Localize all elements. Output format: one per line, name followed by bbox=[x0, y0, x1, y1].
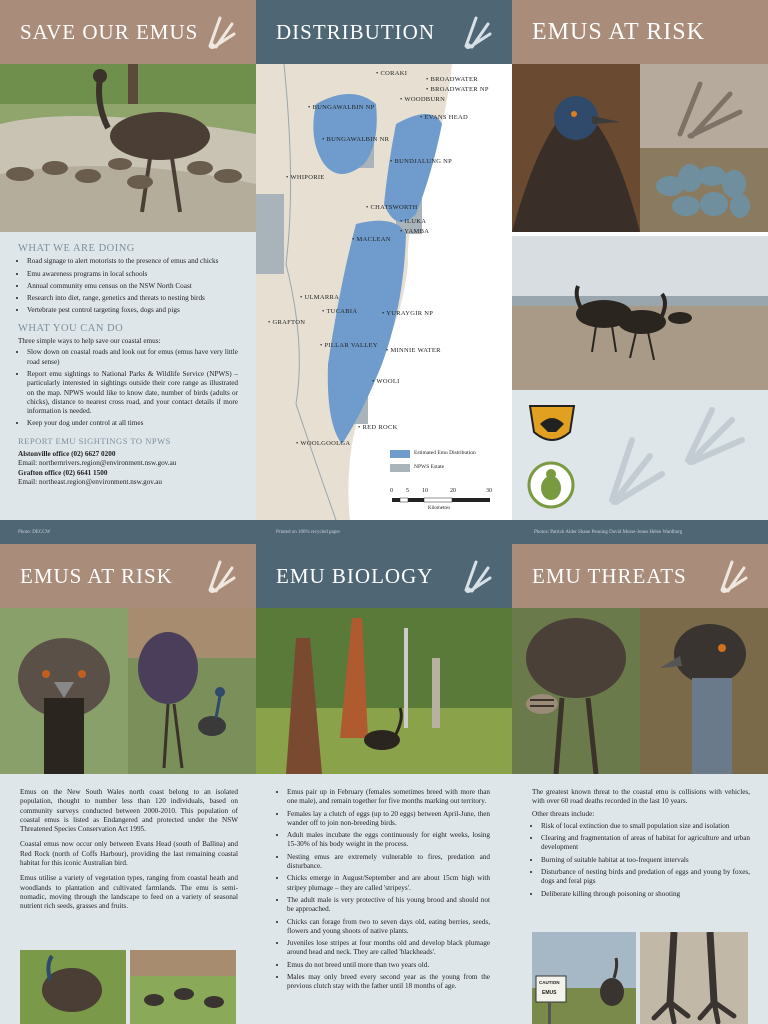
map-place-label: • YAMBA bbox=[400, 228, 429, 235]
list-item: • Keep your dog under control at all times bbox=[27, 419, 238, 428]
scale-tick: 0 bbox=[390, 488, 393, 494]
scale-tick: 20 bbox=[450, 488, 456, 494]
map-place-label: • BUNGAWALBIN NP bbox=[308, 104, 375, 111]
paragraph: Emus on the New South Wales north coast belong to an isolated population, thought to number less than 120 individuals, based on community surveys conducted between 2000-2010. This population of coastal emus is listed as Endangered and protected under the NSW Threatened Species Conservation Act 1995. bbox=[20, 788, 238, 834]
photo-emu-with-chick bbox=[128, 608, 256, 774]
credit-right: Photos: Patrick Alder Shane Penning David Morse-Jones Helen Wardburg bbox=[534, 529, 683, 535]
scale-unit: Kilometres bbox=[428, 506, 451, 511]
list-item: • Nesting emus are extremely vulnerable to fires, predation and disturbance. bbox=[287, 853, 490, 872]
contact-line: Email: northernrivers.region@environment.nsw.gov.au bbox=[18, 459, 177, 468]
credit-left: Photo: DECCW bbox=[18, 529, 51, 535]
panel-header-risk-top bbox=[512, 0, 768, 64]
list-item: • Juveniles lose stripes at four months old and develop black plumage around head and neck. They are called 'blackheads'. bbox=[287, 939, 490, 958]
map-place-label: • WOOLGOOLGA bbox=[296, 440, 350, 447]
map-place-label: • BROADWATER NP bbox=[426, 86, 489, 93]
list-item: • Chicks can forage from two to seven days old, eating berries, seeds, flowers and young shoots of native plants. bbox=[287, 918, 490, 937]
panel-title: EMU THREATS bbox=[532, 563, 687, 588]
list-item: • Research into diet, range, genetics and threats to nesting birds bbox=[27, 294, 238, 303]
list-item: • Chicks emerge in August/September and are about 15cm high with stripey plumage – they are called 'stripeys'. bbox=[287, 874, 490, 893]
paragraph: Emus utilise a variety of vegetation types, ranging from coastal heath and woodlands to plantation and cultivated farmlands. The emu is semi-nomadic, moving through the landscape to feed on a variety of seasonal nutrient rich seeds, grasses and fruits. bbox=[20, 874, 238, 911]
map-place-label: • ILUKA bbox=[400, 218, 426, 225]
contact-line: Email: northeast.region@environment.nsw.gov.au bbox=[18, 477, 163, 486]
map-place-label: • BUNGAWALBIN NR bbox=[322, 136, 389, 143]
panel-title: EMUS AT RISK bbox=[532, 18, 705, 45]
sign-emus: EMUS bbox=[542, 990, 557, 996]
can-do-heading: WHAT YOU CAN DO bbox=[18, 322, 124, 334]
scale-bar bbox=[392, 498, 490, 502]
doing-heading: WHAT WE ARE DOING bbox=[18, 243, 135, 254]
emu-footprint-icon bbox=[204, 14, 240, 50]
map-place-label: • GRAFTON bbox=[268, 319, 305, 326]
photo-emus-on-beach bbox=[512, 236, 768, 390]
panel-title: EMUS AT RISK bbox=[20, 563, 173, 588]
emu-footprint-icon bbox=[204, 558, 240, 594]
emu-footprint-icon bbox=[716, 558, 752, 594]
map-place-label: • RED ROCK bbox=[358, 424, 398, 431]
credit-center: Printed on 100% recycled paper bbox=[276, 529, 341, 535]
panel-header-save bbox=[0, 0, 256, 64]
panel-header-distribution bbox=[256, 0, 512, 64]
photo-emu-close-up bbox=[640, 608, 768, 774]
biology-section-text bbox=[256, 774, 512, 1024]
map-place-label: • WOOLI bbox=[372, 378, 400, 385]
list-item: • Emus do not breed until more than two years old. bbox=[287, 961, 490, 970]
list-item: • Disturbance of nesting birds and predation of eggs and young by foxes, dogs and feral pigs bbox=[541, 868, 750, 887]
threats-other-label: Other threats include: bbox=[532, 809, 595, 818]
panel-header-biology bbox=[256, 544, 512, 608]
contact-line: Grafton office (02) 6641 1500 bbox=[18, 468, 108, 477]
list-item: • Road signage to alert motorists to the presence of emus and chicks bbox=[27, 257, 238, 266]
photo-emu-head bbox=[512, 64, 640, 232]
threats-intro: The greatest known threat to the coastal emu is collisions with vehicles, with over 60 road deaths recorded in the last 10 years. bbox=[532, 788, 750, 806]
list-item: • Slow down on coastal roads and look out for emus (emus have very little road sense) bbox=[27, 348, 238, 367]
save-section-text bbox=[0, 232, 256, 520]
list-item: • Report emu sightings to National Parks & Wildlife Service (NPWS) – particularly interested in sightings outside their core range as illustrated on the map. NPWS would like to know date, number of birds (adults or chicks), distance to nearest cross road, and your contact details if more information is needed. bbox=[27, 370, 238, 416]
npws-logo-icon bbox=[526, 402, 578, 450]
panel-title: EMU BIOLOGY bbox=[276, 563, 434, 588]
local-group-logo-icon bbox=[526, 460, 576, 510]
photo-emu-chicks-grass bbox=[130, 950, 236, 1024]
photo-emu-eggs bbox=[640, 148, 768, 232]
photo-caution-sign bbox=[532, 932, 636, 1024]
list-item: • Females lay a clutch of eggs (up to 20 eggs) between April-June, then wander off to join non-breeding birds. bbox=[287, 810, 490, 829]
photo-emu-with-chicks bbox=[0, 64, 256, 232]
map-place-label: • CHATSWORTH bbox=[366, 204, 418, 211]
list-item: • Burning of suitable habitat at too-frequent intervals bbox=[541, 856, 750, 865]
can-do-intro: Three simple ways to help save our coastal emus: bbox=[18, 337, 161, 346]
list-item: • Vertebrate pest control targeting foxes, dogs and pigs bbox=[27, 306, 238, 315]
map-place-label: • BUNDJALUNG NP bbox=[390, 158, 452, 165]
photo-emu-family bbox=[20, 950, 126, 1024]
logos-panel bbox=[512, 390, 768, 520]
photo-emu-face bbox=[0, 608, 128, 774]
list-item: • Males may only breed every second year as the young from the previous clutch stay with the father until 18 months of age. bbox=[287, 973, 490, 992]
scale-tick: 10 bbox=[422, 488, 428, 494]
emu-footprint-icon bbox=[460, 558, 496, 594]
photo-emu-in-forest bbox=[256, 608, 512, 774]
map-place-label: • WOODBURN bbox=[400, 96, 445, 103]
scale-tick: 30 bbox=[486, 488, 492, 494]
map-place-label: • TUCABIA bbox=[322, 308, 357, 315]
panel-title: DISTRIBUTION bbox=[276, 19, 435, 44]
list-item: • Risk of local extinction due to small population size and isolation bbox=[541, 822, 750, 831]
map-place-label: • EVANS HEAD bbox=[420, 114, 468, 121]
distribution-map bbox=[256, 64, 512, 520]
list-item: • Emu awareness programs in local schools bbox=[27, 270, 238, 279]
list-item: • Adult males incubate the eggs continuously for eight weeks, losing 15-30% of his body weight in the process. bbox=[287, 831, 490, 850]
photo-emu-chick-stripey bbox=[512, 608, 640, 774]
list-item: • Clearing and fragmentation of areas of habitat for agriculture and urban development bbox=[541, 834, 750, 853]
doing-list bbox=[18, 257, 238, 315]
map-place-label: • CORAKI bbox=[376, 70, 407, 77]
contact-line: Alstonville office (02) 6627 0200 bbox=[18, 450, 116, 459]
photo-footprint bbox=[640, 64, 768, 148]
map-place-label: • BROADWATER bbox=[426, 76, 478, 83]
panel-header-risk bbox=[0, 544, 256, 608]
photo-emu-feet bbox=[640, 932, 748, 1024]
map-place-label: • WHIPORIE bbox=[286, 174, 325, 181]
biology-list bbox=[278, 788, 490, 992]
map-place-label: • YURAYGIR NP bbox=[382, 310, 433, 317]
map-place-label: • PILLAR VALLEY bbox=[320, 342, 378, 349]
legend-distribution: Estimated Emu Distribution bbox=[414, 450, 476, 456]
legend-estate: NPWS Estate bbox=[414, 464, 445, 470]
panel-title: SAVE OUR EMUS bbox=[20, 19, 199, 44]
map-place-label: • ULMARRA bbox=[300, 294, 339, 301]
list-item: • Emus pair up in February (females sometimes breed with more than one male), and remain together for five months marking out territory. bbox=[287, 788, 490, 807]
can-do-list bbox=[18, 348, 238, 428]
scale-tick: 5 bbox=[406, 488, 409, 494]
credits-bar bbox=[0, 520, 768, 544]
emu-footprints-icon bbox=[592, 400, 762, 510]
paragraph: Coastal emus now occur only between Evans Head (south of Ballina) and Red Rock (north of Coffs Harbour), providing the last remaining coastal habitat for this iconic Australian bird. bbox=[20, 840, 238, 868]
emu-footprint-icon bbox=[460, 14, 496, 50]
list-item: • The adult male is very protective of his young brood and should not be approached. bbox=[287, 896, 490, 915]
panel-header-threats bbox=[512, 544, 768, 608]
sign-caution: CAUTION bbox=[539, 980, 560, 985]
list-item: • Annual community emu census on the NSW North Coast bbox=[27, 282, 238, 291]
threats-list bbox=[532, 822, 750, 899]
map-place-label: • MACLEAN bbox=[352, 236, 391, 243]
list-item: • Deliberate killing through poisoning or shooting bbox=[541, 890, 750, 899]
map-place-label: • MINNIE WATER bbox=[386, 347, 441, 354]
report-heading: REPORT EMU SIGHTINGS TO NPWS bbox=[18, 435, 171, 446]
